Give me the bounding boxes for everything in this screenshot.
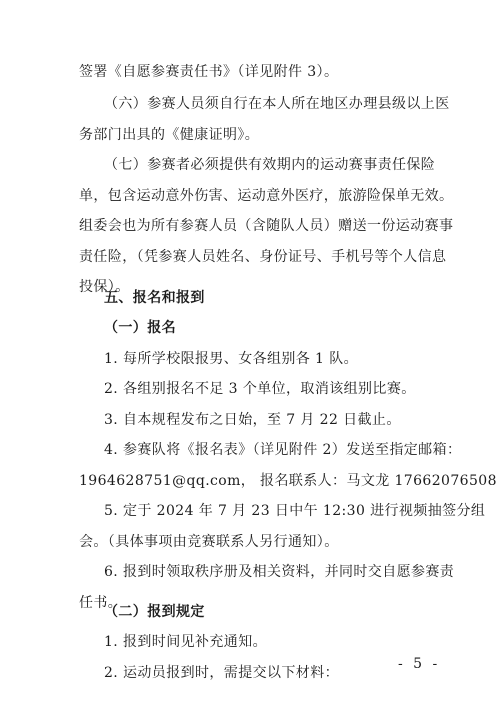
text-line: 签署《自愿参赛责任书》（详见附件 3）。 xyxy=(79,64,339,80)
list-item: 1. 每所学校限报男、女各组别各 1 队。 xyxy=(104,351,359,367)
list-item: 3. 自本规程发布之日始，至 7 月 22 日截止。 xyxy=(104,412,401,428)
list-item: 2. 运动员报到时，需提交以下材料： xyxy=(104,665,340,681)
list-item: 5. 定于 2024 年 7 月 23 日中午 12:30 进行视频抽签分组 xyxy=(104,503,486,519)
page-number: - 5 - xyxy=(398,656,441,672)
text-line: 会。（具体事项由竞赛联系人另行通知）。 xyxy=(79,534,339,550)
section-heading: 五、报名和报到 xyxy=(104,290,205,306)
text-line: 单，包含运动意外伤害、运动意外医疗，旅游险保单无效。 xyxy=(79,188,454,204)
text-line: 任书。 xyxy=(79,595,123,611)
text-line: （七）参赛者必须提供有效期内的运动赛事责任保险 xyxy=(104,157,436,173)
text-line: 责任险，（凭参赛人员姓名、身份证号、手机号等个人信息 xyxy=(79,249,447,265)
text-line: 务部门出具的《健康证明》。 xyxy=(79,127,260,143)
subsection-heading: （二）报到规定 xyxy=(104,604,205,620)
list-item: 1. 报到时间见补充通知。 xyxy=(104,634,268,650)
list-item: 4. 参赛队将《报名表》（详见附件 2）发送至指定邮箱： xyxy=(104,442,462,458)
text-line: 投保）。 xyxy=(79,279,130,295)
text-line: 组委会也为所有参赛人员（含随队人员）赠送一份运动赛事 xyxy=(79,218,454,234)
list-item: 6. 报到时领取秩序册及相关资料，并同时交自愿参赛责 xyxy=(104,564,455,580)
subsection-heading: （一）报名 xyxy=(104,320,176,336)
text-line: （六）参赛人员须自行在本人所在地区办理县级以上医 xyxy=(104,96,450,112)
contact-line: 1964628751@qq.com， 报名联系人：马文龙 17662076508 xyxy=(79,473,497,489)
list-item: 2. 各组别报名不足 3 个单位，取消该组别比赛。 xyxy=(104,381,416,397)
